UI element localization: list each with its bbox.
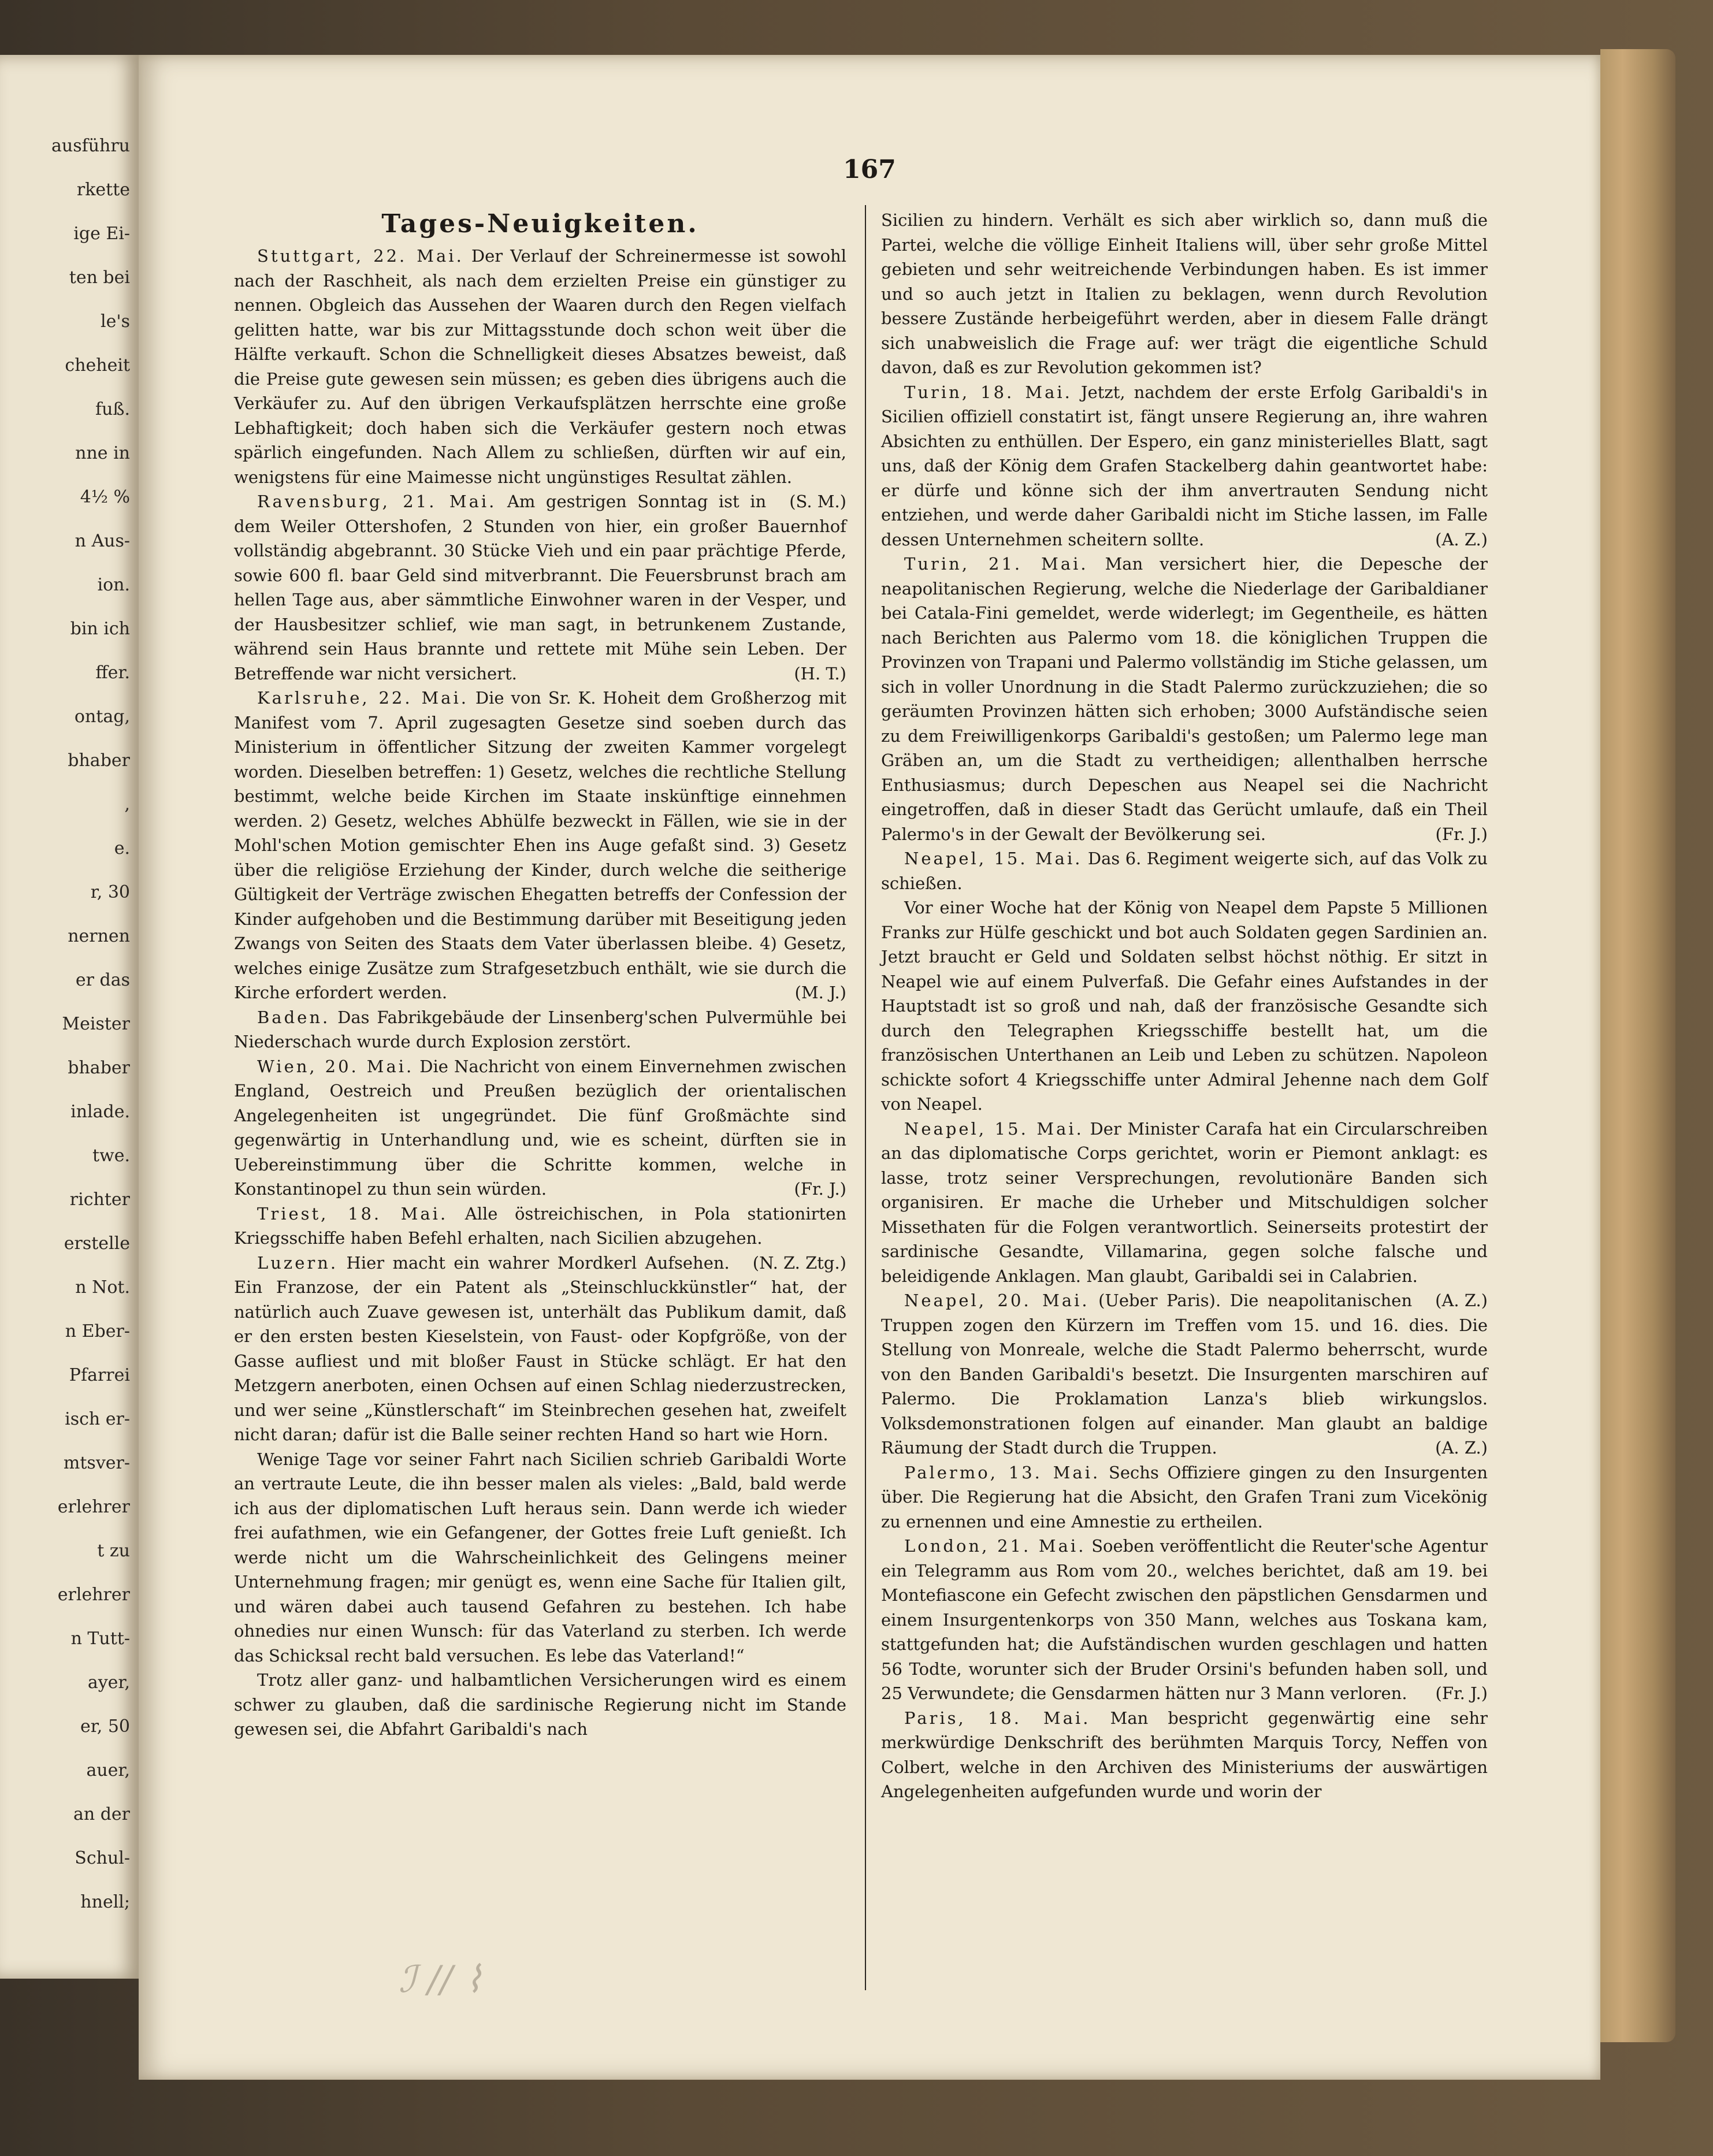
news-text: Das 6. Regiment weigerte sich, auf das Volk zu schießen. [881, 849, 1488, 893]
news-dateline: Stuttgart, 22. Mai. [257, 246, 464, 266]
news-text: Trotz aller ganz- und halbamtlichen Versicherungen wird es einem schwer zu glauben, daß die sardinische Regierung nicht im Stande gewesen sei, die Abfahrt Garibaldi's nach [234, 1670, 846, 1739]
right-column [881, 208, 1488, 1804]
margin-fragment: e. [114, 838, 130, 858]
margin-fragment: erlehrer [57, 1497, 130, 1517]
margin-fragment: nernen [68, 926, 130, 946]
news-dateline: Paris, 18. Mai. [904, 1708, 1091, 1728]
margin-fragment: bin ich [70, 619, 130, 639]
news-dateline: Triest, 18. Mai. [257, 1203, 448, 1224]
margin-fragment: ten bei [69, 267, 130, 288]
margin-fragment: mtsver- [63, 1453, 130, 1473]
margin-fragment: Meister [62, 1014, 130, 1034]
news-item [234, 1447, 846, 1668]
news-text: Man versichert hier, die Depesche der neapolitanischen Regierung, welche die Niederlage der Garibaldianer bei Catala-Fini gemeldet, werde widerlegt; im Gegentheile, es hätten nach Berichten aus Palermo vom 18. die königlichen Truppen die Provinzen von Trapani und Palermo vollständig im Stiche gelassen, um sich in voller Unordnung in die Stadt Palermo zurückzuziehen; die so geräumten Provinzen hätten sich erhoben; 3000 Aufständische seien zu dem Freiwilligenkorps Garibaldi's gestoßen; um Palermo lege man Gräben an, um die Stadt zu vertheidigen; allenthalben herrsche Enthusiasmus; durch Depeschen aus Neapel sei die Nachricht eingetroffen, daß in dieser Stadt das Gerücht umlaufe, daß ein Theil Palermo's in der Gewalt der Bevölkerung sei. [881, 554, 1488, 844]
margin-fragment: fuß. [95, 399, 130, 419]
news-dateline: Karlsruhe, 22. Mai. [257, 688, 469, 708]
news-source: (S. M.) [789, 492, 846, 511]
margin-fragment: t zu [97, 1541, 130, 1561]
news-item [881, 1460, 1488, 1534]
news-dateline: Baden. [257, 1007, 330, 1027]
margin-fragment: er, 50 [80, 1716, 130, 1737]
news-text: Sechs Offiziere gingen zu den Insurgenten über. Die Regierung hat die Absicht, den Grafen Trani zum Vicekönig zu ernennen und eine Amnestie zu ertheilen. [881, 1462, 1488, 1531]
margin-fragment: ontag, [74, 707, 130, 727]
margin-fragment: richter [69, 1189, 130, 1210]
news-item [234, 1251, 846, 1447]
news-text: Wenige Tage vor seiner Fahrt nach Sicilien schrieb Garibaldi Worte an vertraute Leute, die ihn besser malen als vieles: „Bald, bald werde ich aus der diplomatischen Luft heraus sein. Dann werde ich wieder frei aufathmen, wie ein Gefangener, der Gottes freie Luft genießt. Ich werde nicht um die Wahrscheinlichkeit des Gelingens meiner Unternehmung fragen; mir genügt es, wenn eine Sache für Italien gilt, und wären dabei auch tausend Gefahren zu bestehen. Ich habe ohnedies nur einen Wunsch: für das Vaterland zu sterben. Ich werde das Schicksal recht bald versuchen. Es lebe das Vaterland!“ [234, 1449, 846, 1666]
news-dateline: Neapel, 20. Mai. [904, 1291, 1090, 1310]
news-dateline: Wien, 20. Mai. [257, 1056, 414, 1076]
column-divider [865, 205, 866, 1990]
left-column [234, 208, 846, 1742]
news-text: Der Verlauf der Schreinermesse ist sowohl nach der Raschheit, als nach dem erzielten Preise ein günstiger zu nennen. Obgleich das Aussehen der Waaren durch den Regen vielfach gelitten hatte, war bis zur Mittagsstunde doch schon weit über die Hälfte verkauft. Schon die Schnelligkeit dieses Absatzes beweist, daß die Preise gute gewesen sein müssen; es geben dies übrigens auch die Verkäufer zu. Auf den übrigen Verkaufsplätzen herrschte eine große Lebhaftigkeit; doch haben sich die Verkäufer gestern noch etwas spärlich eingefunden. Nach Allem zu schließen, dürften wir auf ein, wenigstens für eine Maimesse nicht ungünstiges Resultat zählen. [234, 246, 847, 487]
news-dateline: Turin, 21. Mai. [904, 554, 1088, 574]
news-text: Der Minister Carafa hat ein Circularschreiben an das diplomatische Corps gerichtet, worin er Piemont anklagt: es lasse, trotz seiner Versprechungen, revolutionäre Banden sich organisiren. Er mache die Urheber und Mitschuldigen solcher Missethaten für die Folgen verantwortlich. Seinerseits protestirt der sardinische Gesandte, Villamarina, gegen solche falsche und beleidigende Anklagen. Man glaubt, Garibaldi sei in Calabrien. [881, 1118, 1488, 1286]
news-dateline: London, 21. Mai. [904, 1536, 1086, 1556]
margin-fragment: er das [75, 970, 130, 990]
margin-fragment: ige Ei- [73, 224, 130, 244]
margin-fragment: ion. [97, 575, 130, 595]
news-text: Am gestrigen Sonntag ist in dem Weiler Ottershofen, 2 Stunden von hier, ein großer Bauernhof vollständig abgebrannt. 30 Stücke Vieh und ein paar prächtige Pferde, sowie 600 fl. baar Geld sind mitverbrannt. Die Feuersbrunst brach am hellen Tage aus, aber sämmtliche Einwohner waren in der Vesper, und der Hausbesitzer schlief, wie man sagt, in betrunkenem Zustande, während sein Haus brannte und rettete mit Mühe sein Leben. Der Betreffende war nicht versichert. [234, 492, 846, 683]
margin-fragment: inlade. [70, 1102, 130, 1122]
margin-fragment: ausführu [51, 136, 130, 156]
news-text: (Ueber Paris). Die neapolitanischen Truppen zogen den Kürzern im Treffen vom 15. und 16. dies. Die Stellung von Monreale, welche die Stadt Palermo beherrscht, wurde von den Banden Garibaldi's besetzt. Die Insurgenten marschiren auf Palermo. Die Proklamation Lanza's blieb wirkungslos. Volksdemonstrationen folgen auf einander. Man glaubt an baldige Räumung der Stadt durch die Truppen. [881, 1291, 1488, 1458]
margin-fragment: rkette [76, 180, 130, 200]
margin-fragment: ffer. [95, 663, 130, 683]
margin-fragment: twe. [92, 1146, 130, 1166]
margin-fragment: n Aus- [75, 531, 130, 551]
margin-fragment: ayer, [87, 1672, 130, 1693]
margin-fragment: 4½ % [80, 487, 130, 507]
margin-fragment: isch er- [65, 1409, 130, 1429]
news-item [234, 1054, 846, 1202]
section-heading: Tages-Neuigkeiten. [381, 209, 699, 239]
news-dateline: Ravensburg, 21. Mai. [257, 492, 497, 511]
margin-fragment: n Tutt- [70, 1629, 130, 1649]
news-source: (N. Z. Ztg.) [752, 1252, 846, 1273]
news-dateline: Palermo, 13. Mai. [904, 1462, 1101, 1482]
news-item [234, 489, 846, 686]
margin-fragment: nne in [75, 443, 130, 463]
news-text: Das Fabrikgebäude der Linsenberg'schen Pulvermühle bei Niederschach wurde durch Explosion zerstört. [234, 1007, 847, 1051]
book-cover-edge [1600, 49, 1675, 2042]
news-text: Soeben veröffentlicht die Reuter'sche Agentur ein Telegramm aus Rom vom 20., welches berichtet, daß am 19. bei Montefiascone ein Gefecht zwischen den päpstlichen Gensdarmen und einem Insurgentenkorps von 350 Mann, welches aus Toskana kam, stattgefunden hat; die Aufständischen wurden geschlagen und hatten 56 Todte, worunter sich der Bruder Orsini's befunden haben soll, und 25 Verwundete; die Gensdarmen hätten nur 3 Mann verloren. [881, 1536, 1488, 1703]
margin-fragment: Schul- [75, 1848, 130, 1868]
news-text: Man bespricht gegenwärtig eine sehr merkwürdige Denkschrift des berühmten Marquis Torcy, Neffen von Colbert, welche in den Archiven des Ministeriums der auswärtigen Angelegenheiten aufgefunden wurde und worin der [881, 1708, 1488, 1801]
news-text: Jetzt, nachdem der erste Erfolg Garibaldi's in Sicilien offiziell constatirt ist, fängt unsere Regierung an, ihre wahren Absichten zu enthüllen. Der Espero, ein ganz ministerielles Blatt, sagt uns, daß der König dem Grafen Stackelberg dahin geantwortet habe: er dürfe und könne sich der ihm anvertrauten Sendung nicht entziehen, und werde daher Garibaldi nicht im Stiche lassen, im Falle dessen Unternehmen scheitern sollte. [881, 382, 1488, 549]
margin-fragment: erstelle [64, 1233, 130, 1254]
margin-fragment: n Eber- [65, 1321, 130, 1341]
news-item [234, 686, 846, 1005]
news-source: (Fr. J.) [794, 1179, 846, 1199]
news-item [881, 208, 1488, 380]
margin-fragment: cheheit [65, 355, 130, 376]
page-number: 167 [843, 155, 896, 184]
margin-fragment: bhaber [68, 1058, 130, 1078]
news-source: (A. Z.) [1435, 1438, 1488, 1458]
margin-fragment: auer, [86, 1760, 130, 1780]
news-text: Die Nachricht von einem Einvernehmen zwischen England, Oestreich und Preußen bezüglich der orientalischen Angelegenheiten ist ungegründet. Die fünf Großmächte sind gegenwärtig in Unterhandlung und, wie es scheint, dürften sie in Uebereinstimmung über die Schritte kommen, welche in Konstantinopel zu thun sein würden. [234, 1056, 846, 1199]
news-item [881, 380, 1488, 552]
news-source: (A. Z.) [1435, 529, 1488, 549]
news-item [881, 846, 1488, 895]
margin-fragment: , [124, 794, 130, 815]
news-text: Vor einer Woche hat der König von Neapel dem Papste 5 Millionen Franks zur Hülfe geschickt und bot auch Soldaten gegen Sardinien an. Jetzt braucht er Geld und Soldaten selbst höchst nöthig. Er sitzt in Neapel wie auf einem Pulverfaß. Die Gefahr eines Aufstandes in der Hauptstadt ist so groß und nah, daß der französische Gesandte sich durch den Telegraphen Kriegsschiffe bestellt hat, um die französischen Unterthanen an Leib und Leben zu schützen. Napoleon schickte sofort 4 Kriegsschiffe unter Admiral Jehenne nach dem Golf von Neapel. [881, 898, 1488, 1114]
left-page-fragment [0, 55, 139, 1979]
news-item [881, 895, 1488, 1117]
news-dateline: Luzern. [257, 1252, 339, 1273]
news-dateline: Neapel, 15. Mai. [904, 849, 1083, 868]
news-item [234, 1668, 846, 1742]
margin-fragment: r, 30 [90, 882, 130, 902]
news-text: Hier macht ein wahrer Mordkerl Aufsehen. Ein Franzose, der ein Patent als „Steinschluckkünstler“ hat, der natürlich auch Zuave gewesen ist, unterhält das Publikum damit, daß er den ersten besten Kieselstein, von Faust- oder Kopfgröße, von der Gasse aufliest und mit bloßer Faust in Stücke schlägt. Er hat den Metzgern anerboten, einen Ochsen auf einen Schlag niederzustrecken, und wer seine „Künstlerschaft“ im Steinbrechen gesehen hat, zweifelt nicht daran; dafür ist die Balle seiner rechten Hand so hart wie Horn. [234, 1252, 846, 1444]
news-text: Alle östreichischen, in Pola stationirten Kriegsschiffe haben Befehl erhalten, nach Sicilien abzugehen. [234, 1203, 846, 1248]
margin-fragment: n Not. [75, 1277, 130, 1298]
news-source: (A. Z.) [1435, 1291, 1488, 1310]
news-dateline: Neapel, 15. Mai. [904, 1118, 1084, 1139]
news-source: (M. J.) [794, 983, 846, 1002]
news-source: (Fr. J.) [1435, 1683, 1488, 1703]
margin-fragment: an der [73, 1804, 130, 1824]
margin-fragment: bhaber [68, 750, 130, 771]
news-dateline: Turin, 18. Mai. [904, 382, 1072, 402]
news-item [881, 1288, 1488, 1460]
news-source: (H. T.) [794, 663, 846, 683]
news-item [881, 1534, 1488, 1706]
margin-fragment: hnell; [80, 1892, 130, 1912]
margin-fragment: le's [101, 311, 130, 332]
news-item [234, 1005, 846, 1054]
news-text: Sicilien zu hindern. Verhält es sich aber wirklich so, dann muß die Partei, welche die völlige Einheit Italiens will, über sehr große Mittel gebieten und sehr weitreichende Verbindungen haben. Es ist immer und so auch jetzt in Italien zu beklagen, wenn durch Revolution bessere Zustände herbeigeführt werden, aber in diesem Falle drängt sich unabweislich die Frage auf: wer trägt die eigentliche Schuld davon, daß es zur Revolution gekommen ist? [881, 210, 1488, 377]
news-item [881, 552, 1488, 846]
margin-fragment: erlehrer [57, 1585, 130, 1605]
pencil-scribble: ℐ ∕∕ ⌇ [399, 1958, 483, 2001]
news-item [881, 1706, 1488, 1804]
news-source: (Fr. J.) [1435, 824, 1488, 844]
margin-fragment: Pfarrei [69, 1365, 130, 1385]
news-text: Die von Sr. K. Hoheit dem Großherzog mit Manifest vom 7. April zugesagten Gesetze sind soeben durch das Ministerium in öffentlicher Sitzung der zweiten Kammer vorgelegt worden. Dieselben betreffen: 1) Gesetz, welches die rechtliche Stellung bestimmt, welche beide Kirchen im Staate inskünftige einnehmen werden. 2) Gesetz, welches Abhülfe bezweckt in Fällen, wie sie in der Mohl'schen Motion gemischter Ehen ins Auge gefaßt sind. 3) Gesetz über die religiöse Erziehung der Kinder, durch welche die seitherige Gültigkeit der Verträge zwischen Ehegatten betreffs der Confession der Kinder aufgehoben und die Bestimmung darüber mit Beseitigung jeden Zwangs von Seiten des Staats dem Vater überlassen bleibe. 4) Gesetz, welches einige Zusätze zum Strafgesetzbuch enthält, wie sie durch die Kirche erfordert werden. [234, 688, 847, 1002]
